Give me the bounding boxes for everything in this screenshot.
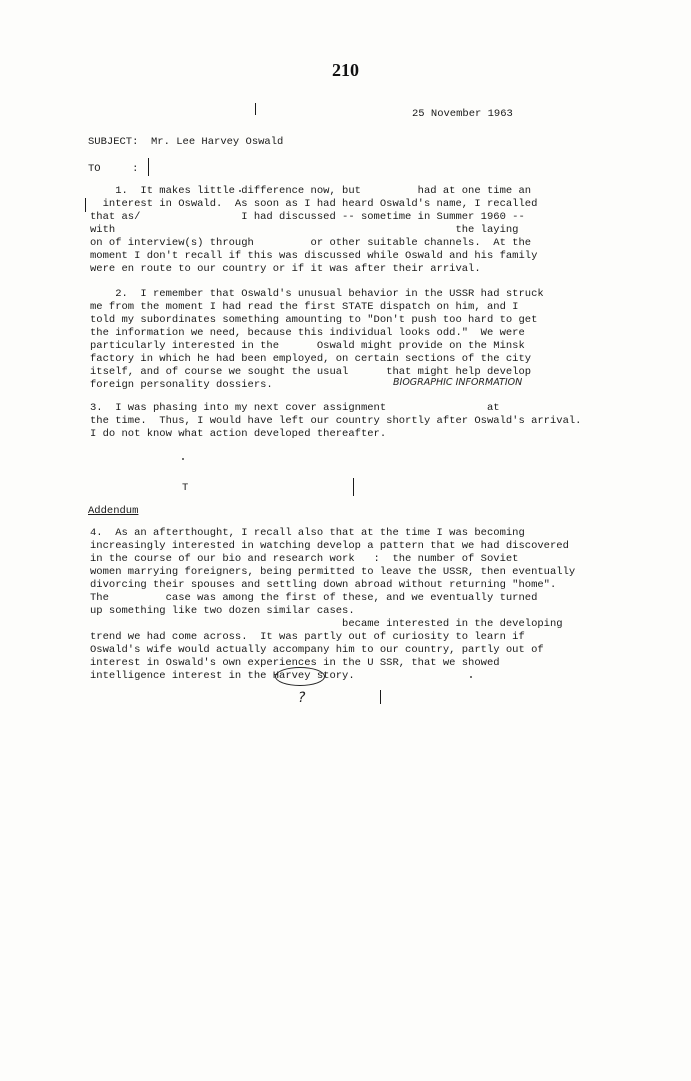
para2-line3: told my subordinates something amounting to "Don't push too hard to get [90, 314, 538, 326]
para2-line1: 2. I remember that Oswald's unusual behavior in the USSR had struck [90, 288, 544, 300]
para4-line11: interest in Oswald's own experiences in the U SSR, that we showed [90, 657, 500, 669]
handwritten-insert: BIOGRAPHIC INFORMATION [393, 377, 523, 388]
para4-line3: in the course of our bio and research work : the number of Soviet [90, 553, 519, 565]
para4-line8: became interested in the developing [90, 618, 563, 630]
para2-line6: factory in which he had been employed, on certain sections of the city [90, 353, 532, 365]
addendum-heading: Addendum [88, 505, 139, 517]
stray-dot [470, 676, 472, 678]
stray-mark [380, 690, 381, 704]
para1-line2: interest in Oswald. As soon as I had heard Oswald's name, I recalled [90, 198, 538, 210]
para2-line7: itself, and of course we sought the usual that might help develop [90, 366, 532, 378]
para1-line6: moment I don't recall if this was discussed while Oswald and his family [90, 250, 538, 262]
to-line: TO : [88, 163, 139, 175]
para4-line1: 4. As an afterthought, I recall also that at the time I was becoming [90, 527, 525, 539]
document-date: 25 November 1963 [412, 108, 513, 120]
para1-line3: that as/ I had discussed -- sometime in Summer 1960 -- [90, 211, 525, 223]
signature-initial: T [182, 482, 189, 494]
stray-mark [255, 103, 256, 115]
para2-line2: me from the moment I had read the first STATE dispatch on him, and I [90, 301, 519, 313]
para4-line4: women marrying foreigners, being permitted to leave the USSR, then eventually [90, 566, 576, 578]
subject-line: SUBJECT: Mr. Lee Harvey Oswald [88, 136, 284, 148]
para4-line12: intelligence interest in the Harvey story. [90, 670, 355, 682]
para2-line5: particularly interested in the Oswald might provide on the Minsk [90, 340, 525, 352]
para3-line1: 3. I was phasing into my next cover assignment at [90, 402, 500, 414]
para4-line10: Oswald's wife would actually accompany him to our country, partly out of [90, 644, 544, 656]
para3-line2: the time. Thus, I would have left our country shortly after Oswald's arrival. [90, 415, 582, 427]
para2-line8: foreign personality dossiers. [90, 379, 273, 391]
question-mark: ? [298, 690, 306, 706]
margin-mark [85, 198, 86, 212]
to-redaction-mark [148, 158, 149, 176]
para1-line4: with the laying [90, 224, 519, 236]
para4-line9: trend we had come across. It was partly out of curiosity to learn if [90, 631, 525, 643]
para4-line2: increasingly interested in watching develop a pattern that we had discovered [90, 540, 569, 552]
para2-line4: the information we need, because this individual looks odd." We were [90, 327, 525, 339]
stray-dot [182, 458, 184, 460]
para4-line6: The case was among the first of these, and we eventually turned [90, 592, 538, 604]
para4-line7: up something like two dozen similar cases. [90, 605, 355, 617]
para1-line5: on of interview(s) through or other suitable channels. At the [90, 237, 532, 249]
para3-line3: I do not know what action developed thereafter. [90, 428, 387, 440]
handwritten-circle [275, 667, 325, 686]
para1-line7: were en route to our country or if it was after their arrival. [90, 263, 481, 275]
signature-mark [353, 478, 354, 496]
para4-line5: divorcing their spouses and settling down abroad without returning "home". [90, 579, 557, 591]
para1-line1: 1. It makes little difference now, but had at one time an [90, 185, 532, 197]
page-number: 210 [332, 60, 359, 80]
